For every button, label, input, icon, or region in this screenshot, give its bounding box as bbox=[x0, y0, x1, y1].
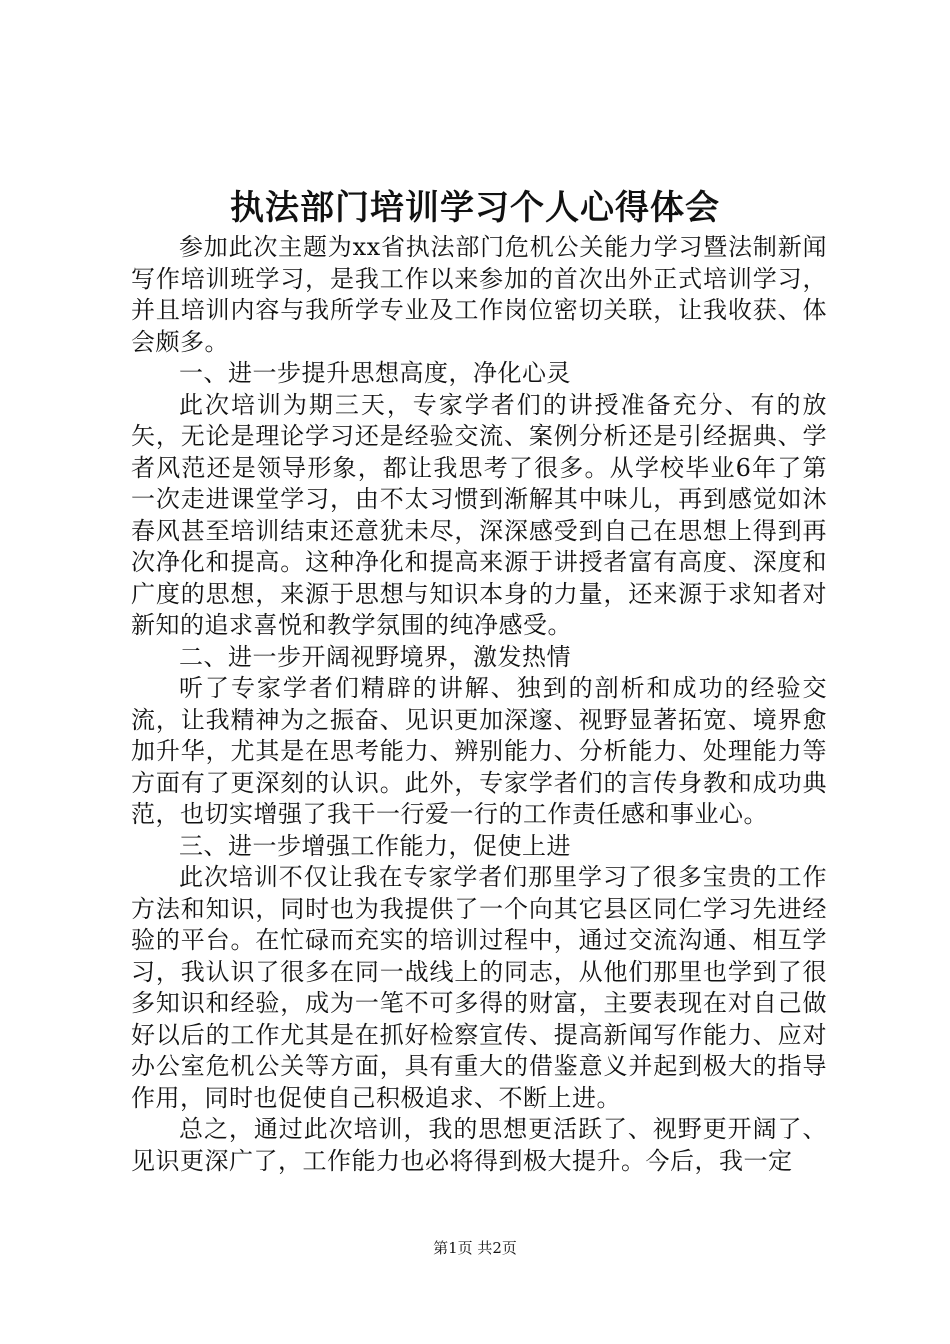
document-body bbox=[131, 232, 827, 1177]
paragraph-intro: 参加此次主题为xx省执法部门危机公关能力学习暨法制新闻写作培训班学习，是我工作以来参加的首次出外正式培训学习，并且培训内容与我所学专业及工作岗位密切关联，让我收获、体会颇多。 bbox=[131, 233, 827, 356]
paragraph-conclusion: 总之，通过此次培训，我的思想更活跃了、视野更开阔了、见识更深广了，工作能力也必将得到极大提升。今后，我一定 bbox=[131, 1115, 827, 1175]
page-number-footer: 第1页 共2页 bbox=[433, 1239, 517, 1257]
paragraph-section-1: 此次培训为期三天，专家学者们的讲授准备充分、有的放矢，无论是理论学习还是经验交流、案例分析还是引经据典、学者风范还是领导形象，都让我思考了很多。从学校毕业6年了第一次走进课堂学习，由不太习惯到渐解其中味儿，再到感觉如沐春风甚至培训结束还意犹未尽，深深感受到自己在思想上得到再次净化和提高。这种净化和提高来源于讲授者富有高度、深度和广度的思想，来源于思想与知识本身的力量，还来源于求知者对新知的追求喜悦和教学氛围的纯净感受。 bbox=[131, 390, 827, 639]
paragraph-section-2: 听了专家学者们精辟的讲解、独到的剖析和成功的经验交流，让我精神为之振奋、见识更加深邃、视野显著拓宽、境界愈加升华，尤其是在思考能力、辨别能力、分析能力、处理能力等方面有了更深刻的认识。此外，专家学者们的言传身教和成功典范，也切实增强了我干一行爱一行的工作责任感和事业心。 bbox=[131, 674, 827, 828]
document-title: 执法部门培训学习个人心得体会 bbox=[230, 188, 720, 228]
section-heading-2: 二、进一步开阔视野境界，激发热情 bbox=[179, 642, 571, 671]
section-heading-1: 一、进一步提升思想高度，净化心灵 bbox=[179, 359, 571, 387]
paragraph-section-3: 此次培训不仅让我在专家学者们那里学习了很多宝贵的工作方法和知识，同时也为我提供了一个向其它县区同仁学习先进经验的平台。在忙碌而充实的培训过程中，通过交流沟通、相互学习，我认识了很多在同一战线上的同志，从他们那里也学到了很多知识和经验，成为一笔不可多得的财富，主要表现在对自己做好以后的工作尤其是在抓好检察宣传、提高新闻写作能力、应对办公室危机公关等方面，具有重大的借鉴意义并起到极大的指导作用，同时也促使自己积极追求、不断上进。 bbox=[131, 863, 827, 1112]
section-heading-3: 三、进一步增强工作能力，促使上进 bbox=[179, 831, 571, 860]
